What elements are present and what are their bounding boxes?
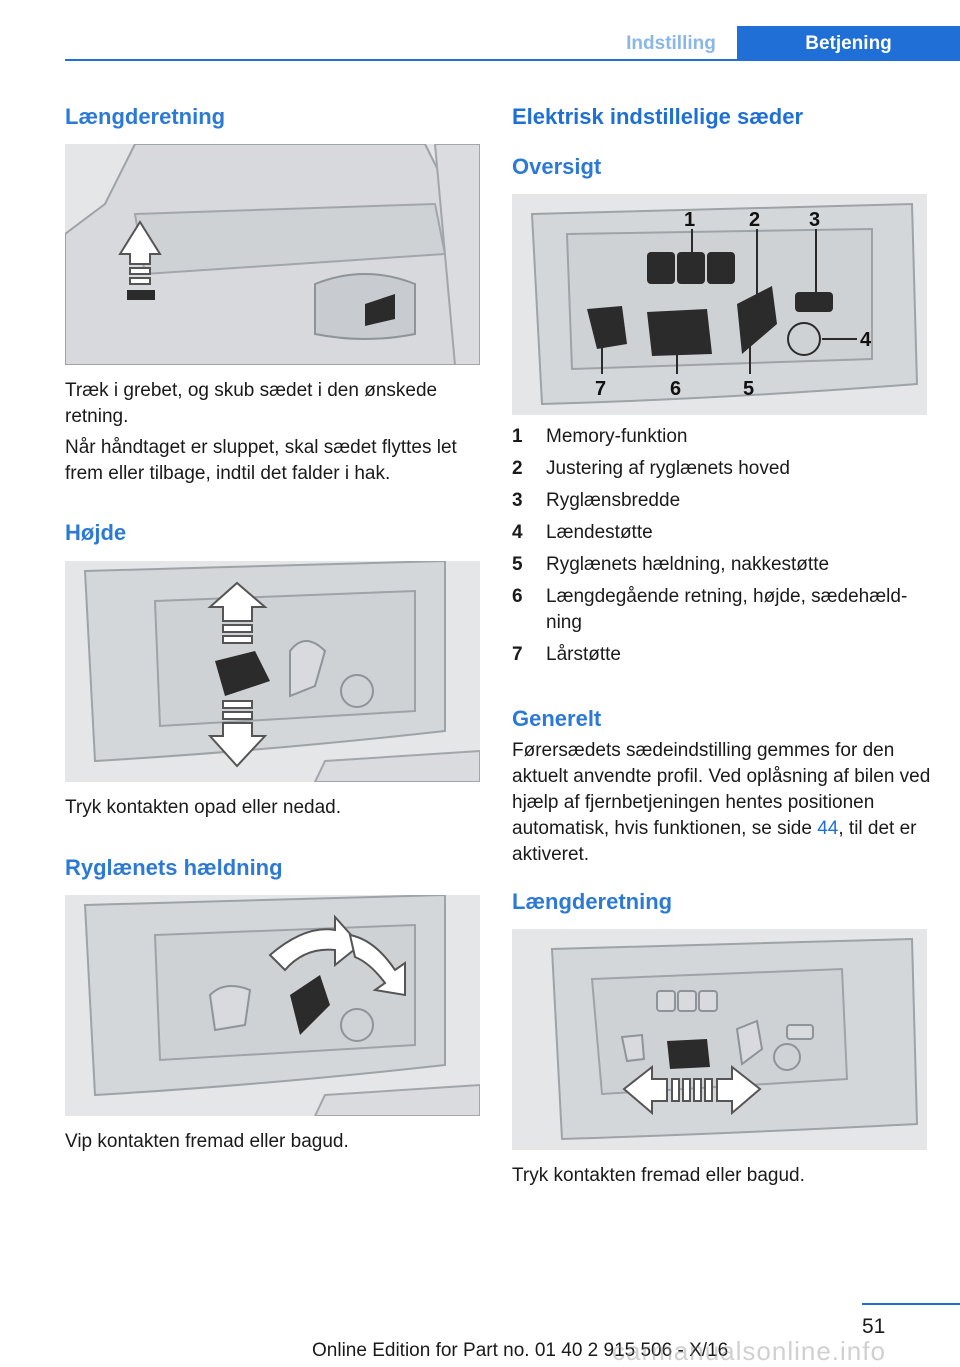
callout-1: 1	[684, 209, 696, 231]
list-item	[512, 488, 932, 514]
figure-seat-height-switch	[65, 561, 480, 782]
list-item	[512, 520, 932, 546]
list-item-text: Ryglænsbredde	[546, 490, 681, 511]
page-reference-link[interactable]: 44	[817, 818, 839, 839]
controls-legend-list	[512, 424, 932, 674]
text-hojde-step: Tryk kontakten opad eller nedad.	[65, 797, 342, 818]
figure-seat-controls-overview	[512, 194, 927, 415]
callout-6: 6	[670, 378, 682, 400]
heading-laengderetning-left: Længderetning	[65, 104, 226, 129]
list-item-text: Længdegående retning, højde, sædehældning	[546, 586, 908, 633]
heading-ryglaenets-haeldning: Ryglænets hældning	[65, 855, 283, 880]
list-item-number: 4	[512, 522, 523, 543]
text-laengde-right-step: Tryk kontakten fremad eller bagud.	[512, 1165, 805, 1186]
list-item	[512, 456, 932, 482]
footer-rule	[862, 1303, 960, 1305]
text-generelt	[512, 738, 932, 868]
heading-elektrisk-saeder: Elektrisk indstillelige sæder	[512, 104, 804, 129]
header-rule	[65, 59, 960, 61]
list-item-text: Justering af ryglænets hoved	[546, 458, 790, 479]
heading-oversigt: Oversigt	[512, 154, 602, 179]
heading-hojde: Højde	[65, 520, 127, 545]
page-number: 51	[862, 1315, 886, 1338]
generelt-text-start: Førersædets sædeindstilling gemmes for den aktuelt anvendte profil. Ved oplåsning af bilen ved hjælp af fjernbetjeningen hentes positionen automatisk, hvis funktionen, se side	[512, 740, 931, 839]
callout-4: 4	[860, 329, 872, 351]
text-laengde-step2: Når håndtaget er sluppet, skal sædet flyttes let frem eller tilbage, indtil det falder i hak.	[65, 437, 457, 484]
figure-seat-forward-back-switch	[512, 929, 927, 1150]
list-item-text: Ryglænets hældning, nakkestøtte	[546, 554, 830, 575]
callout-2: 2	[749, 209, 761, 231]
edition-note: Online Edition for Part no. 01 40 2 915 506 - X/16	[312, 1340, 729, 1361]
text-ryglaen-step: Vip kontakten fremad eller bagud.	[65, 1131, 349, 1152]
list-item-number: 3	[512, 490, 523, 511]
list-item-number: 2	[512, 458, 523, 479]
heading-laengderetning-right: Længderetning	[512, 889, 673, 914]
figure-seat-lever	[65, 144, 480, 365]
list-item-number: 6	[512, 586, 523, 607]
callout-5: 5	[743, 378, 755, 400]
list-item-number: 7	[512, 644, 523, 665]
list-item	[512, 584, 932, 636]
figure-backrest-tilt-switch	[65, 895, 480, 1116]
list-item-text: Lændestøtte	[546, 522, 653, 543]
watermark: carmanualsonline.info	[612, 1336, 886, 1366]
list-item-number: 1	[512, 426, 523, 447]
list-item-text: Lårstøtte	[546, 644, 621, 665]
header-tab-betjening[interactable]: Betjening	[737, 26, 960, 61]
list-item-number: 5	[512, 554, 523, 575]
heading-generelt: Generelt	[512, 706, 602, 731]
header-tab-indstilling[interactable]: Indstilling	[626, 32, 716, 54]
callout-3: 3	[809, 209, 821, 231]
list-item	[512, 552, 932, 578]
list-item-text: Memory-funktion	[546, 426, 688, 447]
list-item	[512, 642, 932, 668]
generelt-text-end: , til det er aktiveret.	[512, 818, 917, 865]
text-laengde-step1: Træk i grebet, og skub sædet i den ønskede retning.	[65, 380, 438, 427]
list-item	[512, 424, 932, 450]
callout-7: 7	[595, 378, 607, 400]
